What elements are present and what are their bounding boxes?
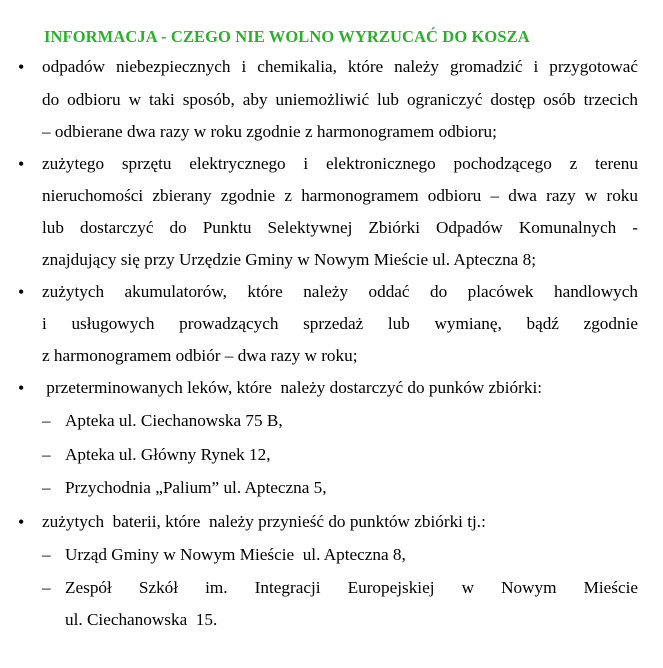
bullet-marker: • xyxy=(18,512,25,532)
item-1-line-3: – odbierane dwa razy w roku zgodnie z harmonogramem odbioru; xyxy=(42,122,497,141)
item-4-sub-1: Apteka ul. Ciechanowska 75 B, xyxy=(65,411,283,430)
item-5-sub-2-line-2: ul. Ciechanowska 15. xyxy=(65,610,218,629)
item-5-sub-2-line-1: Zespół Szkół im. Integracji Europejskiej w Nowym Mieście xyxy=(65,578,638,597)
item-3-line-3: z harmonogramem odbiór – dwa razy w roku; xyxy=(42,346,358,365)
item-2-line-3: lub dostarczyć do Punktu Selektywnej Zbiórki Odpadów Komunalnych - xyxy=(42,218,638,237)
item-3-line-2: i usługowych prowadzących sprzedaż lub wymianę, bądź zgodnie xyxy=(42,314,638,333)
dash-marker: – xyxy=(42,545,51,564)
dash-marker: – xyxy=(42,578,51,597)
dash-marker: – xyxy=(42,445,51,464)
page-title: INFORMACJA - CZEGO NIE WOLNO WYRZUCAĆ DO KOSZA xyxy=(44,27,530,46)
item-3-line-1: zużytych akumulatorów, które należy oddać do placówek handlowych xyxy=(42,282,638,301)
item-1-line-2: do odbioru w taki sposób, aby uniemożliwić lub ograniczyć dostęp osób trzecich xyxy=(42,90,638,109)
bullet-marker: • xyxy=(18,282,25,302)
item-4-sub-2: Apteka ul. Główny Rynek 12, xyxy=(65,445,271,464)
item-2-line-4: znajdujący się przy Urzędzie Gminy w Nowym Mieście ul. Apteczna 8; xyxy=(42,250,536,269)
item-5-sub-1: Urząd Gminy w Nowym Mieście ul. Apteczna 8, xyxy=(65,545,406,564)
item-2-line-2: nieruchomości zbierany zgodnie z harmonogramem odbioru – dwa razy w roku xyxy=(42,186,638,205)
item-5-line-1: zużytych baterii, które należy przynieść do punktów zbiórki tj.: xyxy=(42,512,486,531)
item-4-line-1: przeterminowanych leków, które należy dostarczyć do punków zbiórki: xyxy=(42,378,543,397)
item-2-line-1: zużytego sprzętu elektrycznego i elektronicznego pochodzącego z terenu xyxy=(42,154,638,173)
bullet-marker: • xyxy=(18,57,25,77)
bullet-marker: • xyxy=(18,154,25,174)
item-1-line-1: odpadów niebezpiecznych i chemikalia, które należy gromadzić i przygotować xyxy=(42,57,638,76)
dash-marker: – xyxy=(42,411,51,430)
dash-marker: – xyxy=(42,478,51,497)
item-4-sub-3: Przychodnia „Palium” ul. Apteczna 5, xyxy=(65,478,327,497)
bullet-marker: • xyxy=(18,378,25,398)
